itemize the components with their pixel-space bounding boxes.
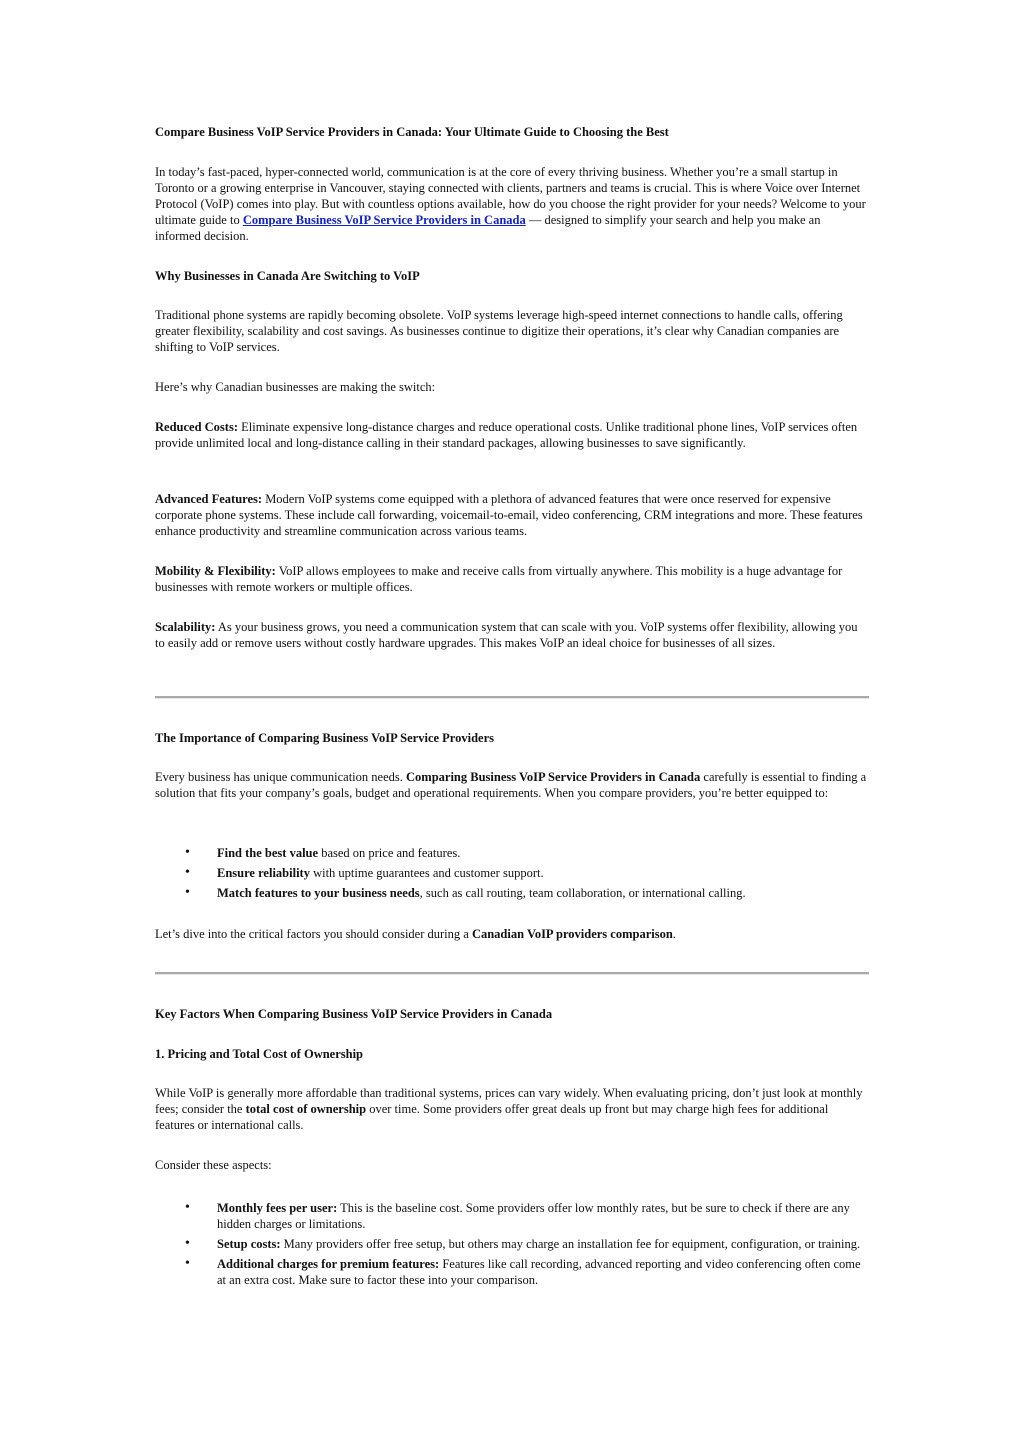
pricing-text-before: While VoIP is generally more affordable than traditional systems, prices can vary widely. When evaluating pricing, don’t just look at monthly fees; consider the [155, 1086, 863, 1116]
list-item [155, 1200, 869, 1232]
list-item [155, 1256, 869, 1288]
intro-link[interactable]: Compare Business VoIP Service Providers in Canada [242, 213, 526, 227]
intro-text: In today’s fast-paced, hyper-connected world, communication is at the core of every thriving business. Whether you’re a small startup in Toronto or a growing enterprise in Vancouver, staying connected with clients, partners and teams is crucial. This is where Voice over Internet Protocol (VoIP) comes into play. But with countless options available, how do you choose the right provider for your needs? Welcome to your ultimate guide to [155, 165, 866, 227]
why-heading: Why Businesses in Canada Are Switching to VoIP [155, 269, 420, 283]
reason-label: Reduced Costs: [155, 420, 238, 434]
pricing-subheading: 1. Pricing and Total Cost of Ownership [155, 1047, 364, 1061]
reason-reduced-costs [155, 419, 869, 451]
closing-text-before: Let’s dive into the critical factors you should consider during a [155, 927, 472, 941]
pricing-paragraph [155, 1085, 869, 1133]
bullet-text: This is the baseline cost. Some providers offer low monthly rates, but be sure to check if there are any hidden charges or limitations. [217, 1201, 850, 1231]
bullet-text: with uptime guarantees and customer support. [309, 866, 544, 880]
list-item [155, 1236, 869, 1252]
horizontal-rule [155, 972, 869, 975]
bullet-icon: • [185, 1200, 190, 1215]
document-title: Compare Business VoIP Service Providers in Canada: Your Ultimate Guide to Choosing the Best [155, 125, 669, 139]
bullet-bold: Setup costs: [217, 1237, 281, 1251]
bullet-icon: • [185, 1236, 190, 1251]
reason-label: Scalability: [155, 620, 216, 634]
bullet-icon: • [185, 885, 190, 900]
importance-heading: The Importance of Comparing Business VoIP Service Providers [155, 731, 495, 745]
importance-bullet-list [155, 845, 869, 901]
bullet-bold: Find the best value [217, 846, 319, 860]
pricing-bullet-list [155, 1200, 869, 1288]
list-item [155, 885, 869, 901]
bullet-bold: Ensure reliability [217, 866, 310, 880]
factors-heading: Key Factors When Comparing Business VoIP Service Providers in Canada [155, 1007, 553, 1021]
bullet-bold: Match features to your business needs [217, 886, 420, 900]
list-item [155, 845, 869, 861]
bullet-icon: • [185, 865, 190, 880]
importance-text-after: carefully is essential to finding a solution that fits your company’s goals, budget and operational requirements. When you compare providers, you’re better equipped to: [155, 770, 867, 800]
pricing-text-bold: total cost of ownership [245, 1102, 367, 1116]
importance-paragraph [155, 769, 869, 801]
closing-text-after: . [672, 927, 676, 941]
reason-label: Advanced Features: [155, 492, 263, 506]
reason-advanced-features [155, 491, 869, 539]
reason-mobility [155, 563, 869, 595]
why-paragraph-1: Traditional phone systems are rapidly becoming obsolete. VoIP systems leverage high-speed internet connections to handle calls, offering greater flexibility, scalability and cost savings. As businesses continue to digitize their operations, it’s clear why Canadian companies are shifting to VoIP services. [155, 308, 843, 354]
pricing-text-after: over time. Some providers offer great deals up front but may charge high fees for additional features or international calls. [155, 1102, 829, 1132]
reason-text: VoIP allows employees to make and receive calls from virtually anywhere. This mobility is a huge advantage for businesses with remote workers or multiple offices. [155, 564, 843, 594]
reason-scalability [155, 619, 869, 651]
horizontal-rule [155, 696, 869, 699]
bullet-bold: Monthly fees per user: [217, 1201, 338, 1215]
bullet-icon: • [185, 845, 190, 860]
intro-after: — designed to simplify your search and help you make an informed decision. [155, 213, 821, 243]
closing-text-bold: Canadian VoIP providers comparison [471, 927, 673, 941]
importance-closing [155, 926, 869, 942]
bullet-text: , such as call routing, team collaboration, or international calling. [419, 886, 746, 900]
bullet-text: Features like call recording, advanced reporting and video conferencing often come at an extra cost. Make sure to factor these into your comparison. [217, 1257, 861, 1287]
reason-text: As your business grows, you need a communication system that can scale with you. VoIP systems offer flexibility, allowing you to easily add or remove users without costly hardware upgrades. This makes VoIP an ideal choice for businesses of all sizes. [155, 620, 858, 650]
intro-paragraph [155, 164, 869, 244]
bullet-text: based on price and features. [318, 846, 461, 860]
list-item [155, 865, 869, 881]
bullet-text: Many providers offer free setup, but others may charge an installation fee for equipment, configuration, or training. [280, 1237, 861, 1251]
importance-text-bold: Comparing Business VoIP Service Providers in Canada [406, 770, 701, 784]
bullet-icon: • [185, 1256, 190, 1271]
why-paragraph-2: Here’s why Canadian businesses are making the switch: [155, 380, 436, 394]
importance-text-before: Every business has unique communication needs. [155, 770, 406, 784]
reason-text: Eliminate expensive long-distance charges and reduce operational costs. Unlike traditional phone lines, VoIP services often provide unlimited local and long-distance calling in their standard packages, allowing businesses to save significantly. [155, 420, 858, 450]
bullet-bold: Additional charges for premium features: [217, 1257, 440, 1271]
reason-label: Mobility & Flexibility: [155, 564, 276, 578]
reason-text: Modern VoIP systems come equipped with a plethora of advanced features that were once reserved for expensive corporate phone systems. These include call forwarding, voicemail-to-email, video conferencing, CRM integrations and more. These features enhance productivity and streamline communication across various teams. [155, 492, 863, 538]
consider-paragraph: Consider these aspects: [155, 1158, 272, 1172]
